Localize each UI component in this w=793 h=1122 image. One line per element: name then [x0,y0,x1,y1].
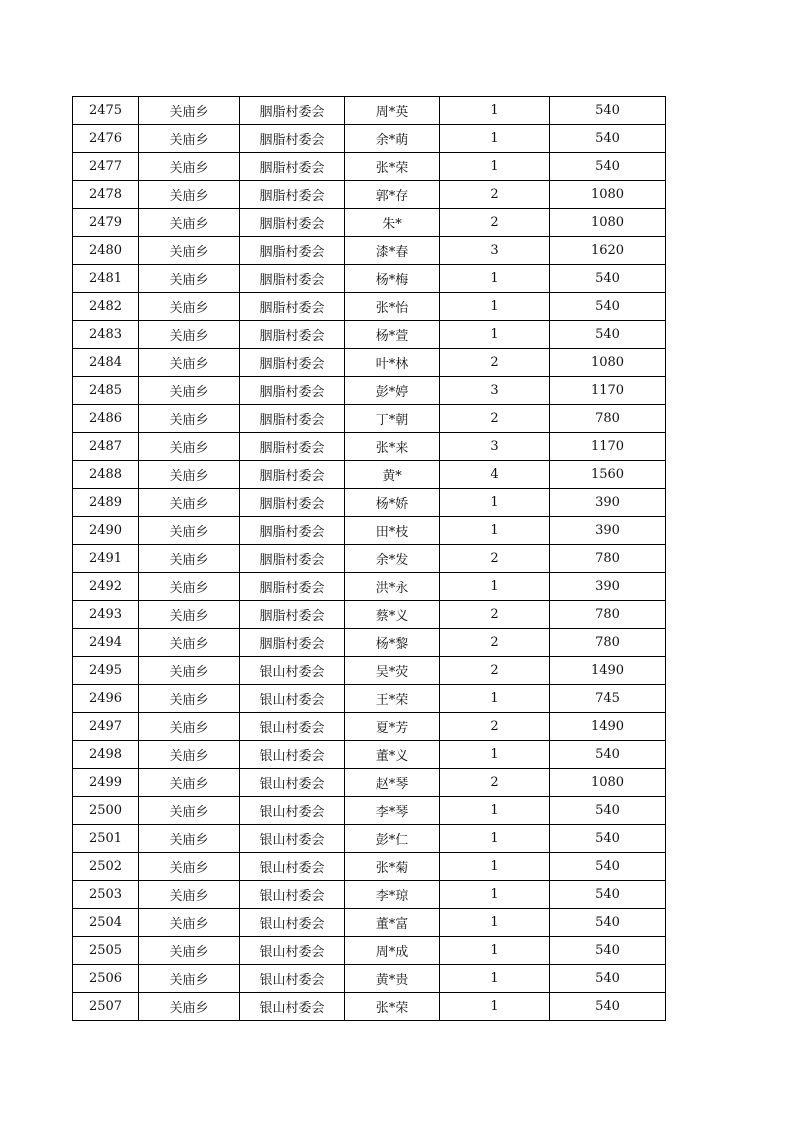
name-cell: 杨*娇 [345,489,440,517]
table-row [73,377,666,405]
village-committee-cell: 胭脂村委会 [240,265,345,293]
amount-cell: 390 [550,489,666,517]
village-committee-cell: 银山村委会 [240,657,345,685]
table-row [73,797,666,825]
amount-cell: 745 [550,685,666,713]
row-number-cell: 2493 [73,601,139,629]
amount-cell: 390 [550,517,666,545]
township-cell: 关庙乡 [139,909,240,937]
village-committee-cell: 银山村委会 [240,685,345,713]
name-cell: 余*发 [345,545,440,573]
row-number-cell: 2485 [73,377,139,405]
count-cell: 1 [440,993,550,1021]
count-cell: 1 [440,97,550,125]
row-number-cell: 2495 [73,657,139,685]
township-cell: 关庙乡 [139,601,240,629]
row-number-cell: 2484 [73,349,139,377]
township-cell: 关庙乡 [139,713,240,741]
table-row [73,153,666,181]
row-number-cell: 2491 [73,545,139,573]
name-cell: 张*荣 [345,993,440,1021]
township-cell: 关庙乡 [139,657,240,685]
count-cell: 1 [440,965,550,993]
table-row [73,181,666,209]
amount-cell: 1080 [550,349,666,377]
amount-cell: 540 [550,965,666,993]
row-number-cell: 2504 [73,909,139,937]
name-cell: 叶*林 [345,349,440,377]
name-cell: 杨*黎 [345,629,440,657]
table-row [73,433,666,461]
row-number-cell: 2507 [73,993,139,1021]
village-committee-cell: 银山村委会 [240,965,345,993]
name-cell: 董*义 [345,741,440,769]
township-cell: 关庙乡 [139,321,240,349]
row-number-cell: 2502 [73,853,139,881]
row-number-cell: 2478 [73,181,139,209]
count-cell: 1 [440,909,550,937]
name-cell: 张*来 [345,433,440,461]
count-cell: 1 [440,573,550,601]
township-cell: 关庙乡 [139,377,240,405]
village-committee-cell: 银山村委会 [240,853,345,881]
name-cell: 杨*梅 [345,265,440,293]
amount-cell: 540 [550,97,666,125]
village-committee-cell: 胭脂村委会 [240,545,345,573]
village-committee-cell: 胭脂村委会 [240,209,345,237]
row-number-cell: 2497 [73,713,139,741]
amount-cell: 540 [550,993,666,1021]
township-cell: 关庙乡 [139,433,240,461]
township-cell: 关庙乡 [139,937,240,965]
township-cell: 关庙乡 [139,265,240,293]
township-cell: 关庙乡 [139,153,240,181]
village-committee-cell: 胭脂村委会 [240,433,345,461]
amount-cell: 540 [550,293,666,321]
township-cell: 关庙乡 [139,825,240,853]
township-cell: 关庙乡 [139,489,240,517]
table-row [73,825,666,853]
name-cell: 杨*萱 [345,321,440,349]
row-number-cell: 2477 [73,153,139,181]
amount-cell: 390 [550,573,666,601]
amount-cell: 1170 [550,377,666,405]
amount-cell: 1490 [550,657,666,685]
amount-cell: 780 [550,601,666,629]
row-number-cell: 2499 [73,769,139,797]
township-cell: 关庙乡 [139,993,240,1021]
amount-cell: 540 [550,741,666,769]
table-row [73,685,666,713]
township-cell: 关庙乡 [139,125,240,153]
row-number-cell: 2476 [73,125,139,153]
village-committee-cell: 胭脂村委会 [240,573,345,601]
table-row [73,125,666,153]
table-row [73,321,666,349]
row-number-cell: 2506 [73,965,139,993]
village-committee-cell: 胭脂村委会 [240,321,345,349]
table-row [73,937,666,965]
name-cell: 蔡*义 [345,601,440,629]
township-cell: 关庙乡 [139,881,240,909]
count-cell: 1 [440,293,550,321]
village-committee-cell: 胭脂村委会 [240,489,345,517]
table-row [73,881,666,909]
amount-cell: 1620 [550,237,666,265]
table-row [73,349,666,377]
table-row [73,237,666,265]
count-cell: 2 [440,181,550,209]
village-committee-cell: 银山村委会 [240,797,345,825]
township-cell: 关庙乡 [139,797,240,825]
row-number-cell: 2505 [73,937,139,965]
table-row [73,209,666,237]
records-table-body [73,97,666,1021]
count-cell: 2 [440,629,550,657]
village-committee-cell: 银山村委会 [240,909,345,937]
village-committee-cell: 胭脂村委会 [240,349,345,377]
village-committee-cell: 胭脂村委会 [240,601,345,629]
row-number-cell: 2490 [73,517,139,545]
township-cell: 关庙乡 [139,405,240,433]
village-committee-cell: 银山村委会 [240,881,345,909]
count-cell: 2 [440,769,550,797]
name-cell: 夏*芳 [345,713,440,741]
township-cell: 关庙乡 [139,769,240,797]
row-number-cell: 2488 [73,461,139,489]
count-cell: 1 [440,881,550,909]
table-row [73,853,666,881]
township-cell: 关庙乡 [139,237,240,265]
township-cell: 关庙乡 [139,685,240,713]
township-cell: 关庙乡 [139,573,240,601]
village-committee-cell: 胭脂村委会 [240,629,345,657]
row-number-cell: 2482 [73,293,139,321]
table-row [73,489,666,517]
village-committee-cell: 银山村委会 [240,993,345,1021]
name-cell: 黄*贵 [345,965,440,993]
row-number-cell: 2492 [73,573,139,601]
township-cell: 关庙乡 [139,293,240,321]
village-committee-cell: 胭脂村委会 [240,293,345,321]
count-cell: 2 [440,209,550,237]
village-committee-cell: 胭脂村委会 [240,237,345,265]
village-committee-cell: 银山村委会 [240,741,345,769]
count-cell: 3 [440,377,550,405]
row-number-cell: 2486 [73,405,139,433]
amount-cell: 780 [550,405,666,433]
name-cell: 洪*永 [345,573,440,601]
amount-cell: 540 [550,797,666,825]
village-committee-cell: 胭脂村委会 [240,517,345,545]
table-row [73,769,666,797]
row-number-cell: 2494 [73,629,139,657]
name-cell: 董*富 [345,909,440,937]
name-cell: 漆*春 [345,237,440,265]
table-row [73,517,666,545]
township-cell: 关庙乡 [139,209,240,237]
table-row [73,993,666,1021]
name-cell: 王*荣 [345,685,440,713]
village-committee-cell: 胭脂村委会 [240,181,345,209]
township-cell: 关庙乡 [139,965,240,993]
table-row [73,909,666,937]
row-number-cell: 2498 [73,741,139,769]
table-row [73,573,666,601]
table-row [73,657,666,685]
count-cell: 1 [440,125,550,153]
amount-cell: 1170 [550,433,666,461]
table-row [73,405,666,433]
row-number-cell: 2489 [73,489,139,517]
count-cell: 2 [440,545,550,573]
table-row [73,713,666,741]
amount-cell: 540 [550,153,666,181]
amount-cell: 1080 [550,209,666,237]
count-cell: 1 [440,685,550,713]
count-cell: 2 [440,601,550,629]
name-cell: 张*怡 [345,293,440,321]
count-cell: 2 [440,405,550,433]
count-cell: 1 [440,853,550,881]
name-cell: 朱* [345,209,440,237]
name-cell: 郭*存 [345,181,440,209]
name-cell: 周*成 [345,937,440,965]
table-row [73,601,666,629]
name-cell: 李*琼 [345,881,440,909]
name-cell: 张*菊 [345,853,440,881]
name-cell: 丁*朝 [345,405,440,433]
amount-cell: 1080 [550,181,666,209]
row-number-cell: 2501 [73,825,139,853]
township-cell: 关庙乡 [139,545,240,573]
township-cell: 关庙乡 [139,349,240,377]
count-cell: 1 [440,825,550,853]
village-committee-cell: 胭脂村委会 [240,461,345,489]
amount-cell: 780 [550,629,666,657]
name-cell: 李*琴 [345,797,440,825]
amount-cell: 540 [550,125,666,153]
count-cell: 1 [440,741,550,769]
table-row [73,293,666,321]
table-row [73,741,666,769]
count-cell: 1 [440,517,550,545]
village-committee-cell: 银山村委会 [240,713,345,741]
village-committee-cell: 银山村委会 [240,769,345,797]
village-committee-cell: 胭脂村委会 [240,153,345,181]
table-row [73,965,666,993]
amount-cell: 1080 [550,769,666,797]
township-cell: 关庙乡 [139,181,240,209]
amount-cell: 540 [550,825,666,853]
amount-cell: 540 [550,321,666,349]
name-cell: 吴*荧 [345,657,440,685]
count-cell: 1 [440,937,550,965]
name-cell: 彭*婷 [345,377,440,405]
count-cell: 3 [440,433,550,461]
name-cell: 张*荣 [345,153,440,181]
table-row [73,461,666,489]
township-cell: 关庙乡 [139,517,240,545]
amount-cell: 540 [550,909,666,937]
count-cell: 1 [440,153,550,181]
name-cell: 周*英 [345,97,440,125]
name-cell: 彭*仁 [345,825,440,853]
row-number-cell: 2496 [73,685,139,713]
table-row [73,97,666,125]
village-committee-cell: 胭脂村委会 [240,97,345,125]
name-cell: 余*萌 [345,125,440,153]
township-cell: 关庙乡 [139,853,240,881]
row-number-cell: 2503 [73,881,139,909]
village-committee-cell: 胭脂村委会 [240,405,345,433]
count-cell: 4 [440,461,550,489]
count-cell: 2 [440,657,550,685]
row-number-cell: 2480 [73,237,139,265]
count-cell: 1 [440,797,550,825]
table-row [73,629,666,657]
row-number-cell: 2475 [73,97,139,125]
amount-cell: 780 [550,545,666,573]
amount-cell: 1490 [550,713,666,741]
count-cell: 1 [440,265,550,293]
township-cell: 关庙乡 [139,97,240,125]
row-number-cell: 2479 [73,209,139,237]
table-row [73,545,666,573]
amount-cell: 540 [550,881,666,909]
count-cell: 1 [440,321,550,349]
township-cell: 关庙乡 [139,461,240,489]
amount-cell: 1560 [550,461,666,489]
count-cell: 3 [440,237,550,265]
records-table [72,96,666,1021]
count-cell: 2 [440,349,550,377]
name-cell: 赵*琴 [345,769,440,797]
count-cell: 1 [440,489,550,517]
row-number-cell: 2481 [73,265,139,293]
name-cell: 田*枝 [345,517,440,545]
amount-cell: 540 [550,937,666,965]
village-committee-cell: 银山村委会 [240,825,345,853]
village-committee-cell: 银山村委会 [240,937,345,965]
row-number-cell: 2483 [73,321,139,349]
row-number-cell: 2500 [73,797,139,825]
village-committee-cell: 胭脂村委会 [240,377,345,405]
amount-cell: 540 [550,265,666,293]
amount-cell: 540 [550,853,666,881]
village-committee-cell: 胭脂村委会 [240,125,345,153]
count-cell: 2 [440,713,550,741]
township-cell: 关庙乡 [139,629,240,657]
name-cell: 黄* [345,461,440,489]
township-cell: 关庙乡 [139,741,240,769]
table-row [73,265,666,293]
row-number-cell: 2487 [73,433,139,461]
